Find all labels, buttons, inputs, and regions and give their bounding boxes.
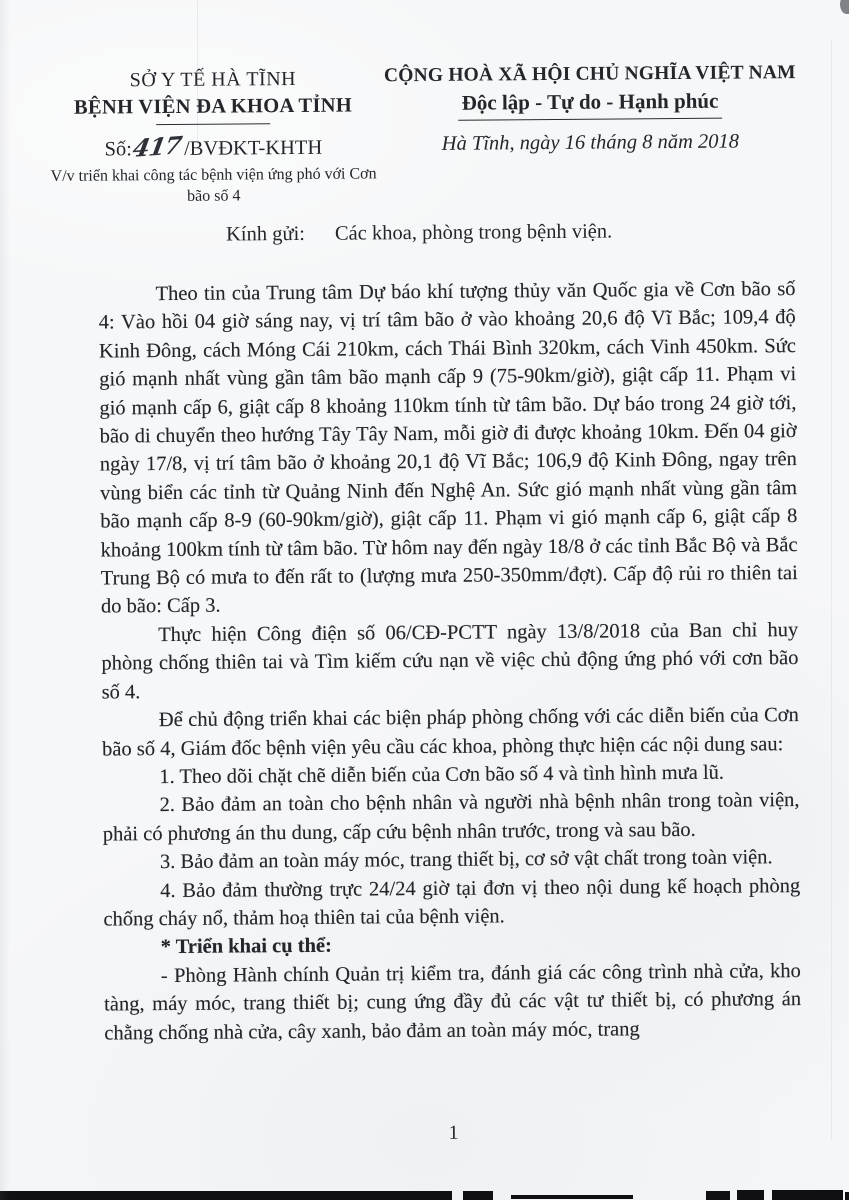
document-number-suffix: /BVĐKT-KHTH bbox=[183, 136, 323, 160]
national-header bbox=[373, 61, 808, 158]
parent-org-name: SỞ Y TẾ HÀ TĨNH bbox=[129, 67, 297, 92]
scan-artifact-bottom-bar bbox=[706, 1191, 730, 1200]
body-paragraph: Theo tin của Trung tâm Dự báo khí tượng thủy văn Quốc gia về Cơn bão số 4: Vào hồi 04 giờ sáng nay, vị trí tâm bão ở vào khoảng 20,6 độ Vĩ Bắc; 109,4 độ Kinh Đông, cách Móng Cái 210km, cách Thái Bình 320km, cách Vinh 450km. Sức gió mạnh nhất vùng gần tâm bão mạnh cấp 9 (75-90km/giờ), giật cấp 11. Phạm vi gió mạnh cấp 6, giật cấp 8 khoảng 110km tính từ tâm bão. Dự báo trong 24 giờ tới, bão di chuyển theo hướng Tây Tây Nam, mỗi giờ đi được khoảng 10km. Đến 04 giờ ngày 17/8, vị trí tâm bão ở khoảng 20,1 độ Vĩ Bắc; 106,9 độ Kinh Đông, ngay trên vùng biển các tỉnh từ Quảng Ninh đến Nghệ An. Sức gió mạnh nhất vùng gần tâm bão mạnh cấp 8-9 (60-90km/giờ), giật cấp 11. Phạm vi gió mạnh cấp 6, giật cấp 8 khoảng 100km tính từ tâm bão. Từ hôm nay đến ngày 18/8 ở các tỉnh Bắc Bộ và Bắc Trung Bộ có mưa to đến rất to (lượng mưa 250-350mm/đợt). Cấp độ rủi ro thiên tai do bão: Cấp 3. bbox=[98, 278, 798, 619]
body-paragraph: 4. Bảo đảm thường trực 24/24 giờ tại đơn vị theo nội dung kế hoạch phòng chống cháy nổ, thảm hoạ thiên tai của bệnh viện. bbox=[103, 874, 801, 931]
body-paragraph: 3. Bảo đảm an toàn máy móc, trang thiết bị, cơ sở vật chất trong toàn viện. bbox=[159, 846, 773, 874]
body-paragraph: 2. Bảo đảm an toàn cho bệnh nhân và người nhà bệnh nhân trong toàn viện, phải có phương án thu dung, cấp cứu bệnh nhân trước, trong và sau bão. bbox=[102, 789, 800, 846]
body-paragraph: 1. Theo dõi chặt chẽ diễn biến của Cơn bão số 4 và tình hình mưa lũ. bbox=[159, 761, 725, 788]
document-number-label: Số: bbox=[104, 137, 133, 161]
scan-artifact-bottom-bar bbox=[737, 1190, 764, 1200]
issuer-header bbox=[45, 66, 382, 208]
scan-edge-shadow bbox=[0, 0, 10, 1200]
scan-crease-line bbox=[197, 0, 198, 150]
org-name-underline bbox=[156, 123, 270, 125]
document-body bbox=[98, 275, 801, 1047]
scan-artifact-bottom-bar bbox=[772, 1190, 843, 1200]
body-paragraph: Thực hiện Công điện số 06/CĐ-PCTT ngày 13/8/2018 của Ban chỉ huy phòng chống thiên tai và Tìm kiếm cứu nạn về việc chủ động ứng phó với cơn bão số 4. bbox=[101, 618, 799, 704]
document-subject: V/v triển khai công tác bệnh viện ứng phó với Cơn bão số 4 bbox=[50, 165, 377, 206]
scan-crease-line bbox=[831, 40, 832, 1140]
org-name: BỆNH VIỆN ĐA KHOA TỈNH bbox=[73, 94, 353, 119]
page-number: 1 bbox=[448, 1121, 459, 1144]
scan-artifact-bottom-bar bbox=[511, 1195, 633, 1199]
salutation bbox=[226, 221, 612, 247]
document-number-line bbox=[45, 130, 381, 163]
scan-artifact-bottom-bar bbox=[0, 1191, 452, 1200]
place-date-line: Hà Tĩnh, ngày 16 tháng 8 năm 2018 bbox=[441, 130, 740, 155]
body-paragraph: - Phòng Hành chính Quản trị kiểm tra, đánh giá các công trình nhà cửa, kho tàng, máy móc, trang thiết bị; cung ứng đầy đủ các vật tư thiết bị, có phương án chằng chống nhà cửa, cây xanh, bảo đảm an toàn máy móc, trang bbox=[104, 959, 802, 1045]
scan-artifact-bottom-bar bbox=[845, 1192, 849, 1200]
salutation-label: Kính gửi: bbox=[225, 222, 306, 246]
scan-artifact-bottom-bar bbox=[463, 1191, 493, 1200]
salutation-recipient: Các khoa, phòng trong bệnh viện. bbox=[334, 220, 613, 245]
body-paragraph-heading: * Triển khai cụ thể: bbox=[160, 935, 332, 959]
national-motto: Độc lập - Tự do - Hạnh phúc bbox=[458, 87, 723, 120]
country-name: CỘNG HOÀ XÃ HỘI CHỦ NGHĨA VIỆT NAM bbox=[383, 62, 796, 87]
document-number-value-handwritten: 417 bbox=[130, 129, 183, 163]
body-paragraph: Để chủ động triển khai các biện pháp phòng chống với các diễn biến của Cơn bão số 4, Giám đốc bệnh viện yêu cầu các khoa, phòng thực hiện các nội dung sau: bbox=[102, 704, 799, 761]
